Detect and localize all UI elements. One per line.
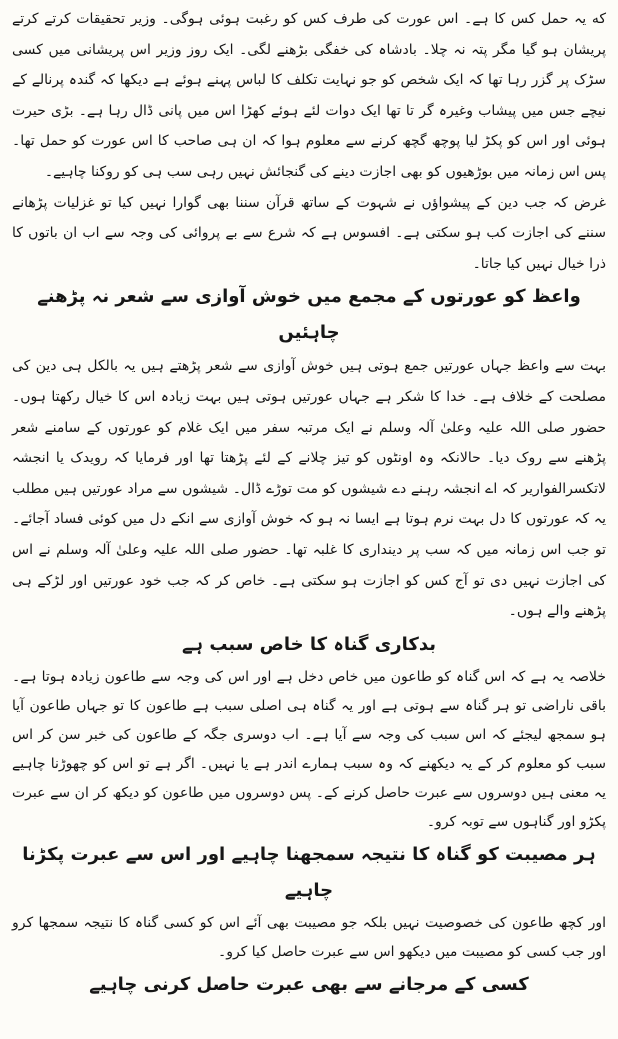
heading-preacher-verses: واعظ کو عورتوں کے مجمع میں خوش آوازی سے شعر نہ پڑھنے چاہئیں (37, 286, 581, 344)
paragraph-quran-listening: غرض کہ جب دین کے پیشواؤں نے شہوت کے ساتھ قرآن سننا بھی گوارا نہیں کیا تو غزلیات پڑھانے سننے کی اجازت کب ہو سکتی ہے۔ افسوس ہے کہ شرع سے بے پروائی کی وجہ سے اب ان باتوں کا ذرا خیال نہیں کیا جاتا۔ (12, 194, 606, 272)
heading-hardship-lesson: ہر مصیبت کو گناہ کا نتیجہ سمجھنا چاہیے اور اس سے عبرت پکڑنا چاہیے (22, 843, 596, 901)
paragraph-preacher-verses (12, 351, 606, 626)
heading-death-lesson: کسی کے مرجانے سے بھی عبرت حاصل کرنی چاہیے (89, 973, 529, 995)
arabic-phrase: لاتکسرالفواریر (521, 480, 606, 497)
paragraph-continuation-story: که یہ حمل کس کا ہے۔ اس عورت کی طرف کس کو رغبت ہوئی ہوگی۔ وزیر تحقیقات کرتے کرتے پریشان ہو گیا مگر پتہ نہ چلا۔ بادشاہ کی خفگی بڑھنے لگی۔ ایک روز وزیر اس پریشانی میں کسی سڑک پر گزر رہا تھا کہ ایک شخص کو جو نہایت تکلف کا لباس پہنے ہوئے ہے دیکھا کہ گندہ پرنالے کے نیچے جس میں پیشاب وغیرہ گر تا تھا ایک دوات لئے ہوئے کھڑا اس میں پانی ڈال رہا ہے۔ بڑی حیرت ہوئی اور اس کو پکڑ لیا پوچھ گچھ کرنے سے معلوم ہوا کہ ان ہی صاحب کا اس عورت کو حمل تھا۔ پس اس زمانہ میں بوڑھیوں کو بھی اجازت دینے کی گنجائش نہیں رہی سب ہی کو روکنا چاہیے۔ (12, 11, 606, 180)
paragraph-preacher-verses-start: بہت سے واعظ جہاں عورتیں جمع ہوتی ہیں خوش آوازی سے شعر پڑھتے ہیں یہ بالکل ہی دین کی مصلحت کے خلاف ہے۔ خدا کا شکر ہے جہاں عورتیں ہوتی ہیں بہت زیادہ اس کا خیال رکھتا ہوں۔ حضور صلی اللہ علیہ وعلیٰ آلہ وسلم نے ایک مرتبہ سفر میں ایک غلام کو عورتوں کے سامنے شعر پڑھنے سے روک دیا۔ حالانکہ وہ اونٹوں کو تیز چلانے کے لئے پڑھتا تھا اور فرمایا کہ رویدک یا انجشہ (12, 358, 606, 467)
paragraph-sin-cause: خلاصہ یہ ہے کہ اس گناہ کو طاعون میں خاص دخل ہے اور اس کی وجہ سے طاعون زیادہ ہوتا ہے۔ باقی ناراضی تو ہر گناہ سے ہوتی ہے اور یہ گناہ ہی اصلی سبب ہے طاعون کا تو جہاں طاعون آیا ہو سمجھ لیجئے کہ اس سبب کی وجہ سے آیا ہے۔ اب دوسری جگہ کے طاعون کی خبر سن کر اس سبب کو معلوم کر کے یہ دیکھنے کہ وہ سبب ہمارے اندر ہے یا نہیں۔ اگر ہے تو اس کو چھوڑنا چاہیے یہ معنی ہیں دوسروں سے عبرت حاصل کرنے کے۔ پس دوسروں میں طاعون کو دیکھ کر ان سے عبرت پکڑو اور گناہوں سے توبہ کرو۔ (12, 668, 606, 830)
paragraph-preacher-verses-end: کہ اے انجشہ رہنے دے شیشوں کو مت توڑے ڈال۔ شیشوں سے مراد عورتیں ہیں مطلب یہ کہ عورتوں کا دل بہت نرم ہوتا ہے ایسا نہ ہو کہ خوش آوازی سے انکے دل میں کوئی فساد آجائے۔ تو جب اس زمانہ میں کہ سب پر دینداری کا غلبہ تھا۔ حضور صلی اللہ علیہ وعلیٰ آلہ وسلم نے اس کی اجازت نہیں دی تو آج کس کو اجازت ہو سکتی ہے۔ خاص کر کہ جب خود عورتیں اور لڑکے ہی پڑھنے والے ہوں۔ (12, 480, 606, 620)
paragraph-hardship-lesson: اور کچھ طاعون کی خصوصیت نہیں بلکہ جو مصیبت بھی آئے اس کو کسی گناہ کا نتیجہ سمجھا کرو اور جب کسی کو مصیبت میں دیکھو اس سے عبرت حاصل کیا کرو۔ (12, 914, 606, 960)
heading-sin-cause: بدکاری گناہ کا خاص سبب ہے (181, 633, 437, 655)
